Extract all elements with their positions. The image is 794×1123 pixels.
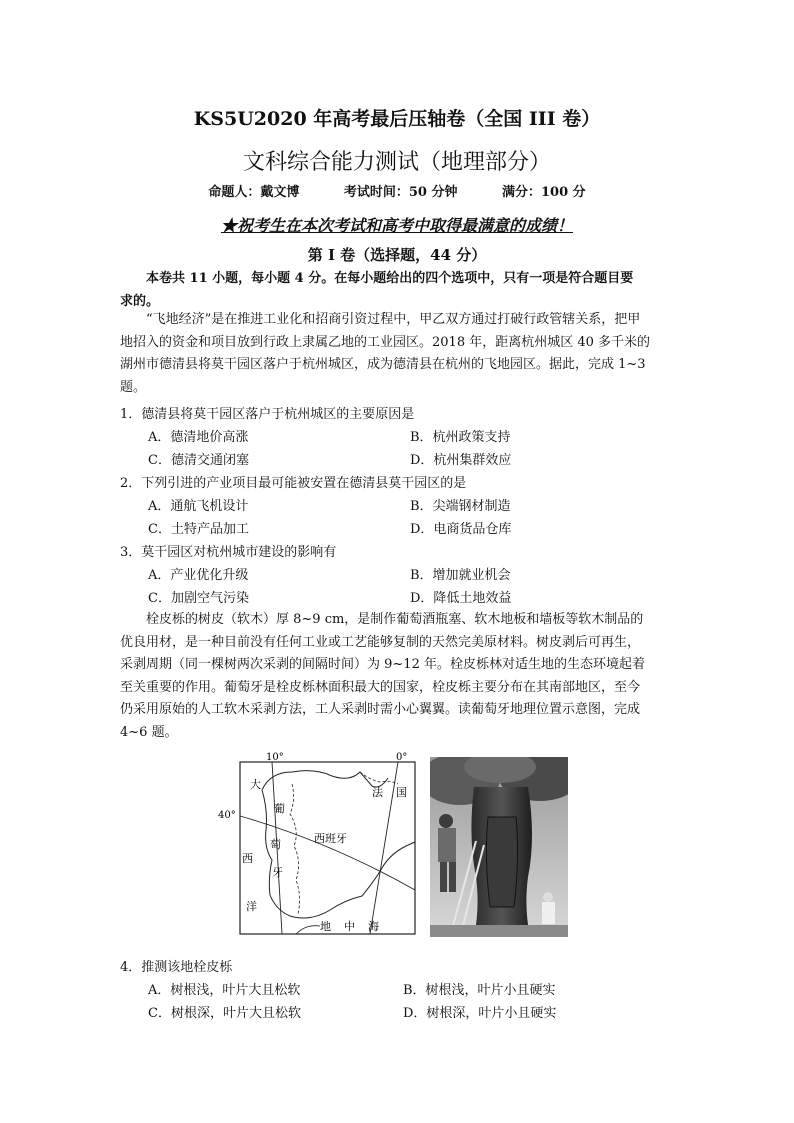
med-char-1: 地 <box>320 920 331 933</box>
q3-option-d[interactable]: D．降低土地效益 <box>410 591 512 606</box>
passage-line: 至关重要的作用。葡萄牙是栓皮栎林面积最大的国家，栓皮栎主要分布在其南部地区，至今 <box>120 679 641 695</box>
exam-subtitle: 文科综合能力测试（地理部分） <box>242 150 551 175</box>
ocean-char-1: 大 <box>250 778 261 791</box>
q2-option-b[interactable]: B．尖端钢材制造 <box>410 499 511 514</box>
q1-option-c[interactable]: C．德清交通闭塞 <box>148 453 249 468</box>
ground <box>430 925 568 937</box>
wish-line: ★祝考生在本次考试和高考中取得最满意的成绩！ <box>220 216 573 235</box>
q1-option-d[interactable]: D．杭州集群效应 <box>410 453 512 468</box>
ocean-char-2: 西 <box>242 852 253 865</box>
passage-line: 地招入的资金和项目放到行政上隶属乙地的工业园区。2018 年，距离杭州城区 40 多千米的 <box>120 334 651 350</box>
passage-line: 湖州市德清县将莫干园区落户于杭州城区，成为德清县在杭州的飞地园区。据此，完成 1~3 <box>120 357 646 372</box>
france-char-2: 国 <box>396 786 407 799</box>
instructions-line: 本卷共 11 小题，每小题 4 分。在每小题给出的四个选项中，只有一项是符合题目要 <box>146 271 634 286</box>
worker-leg <box>449 862 456 892</box>
passage-line: 4~6 题。 <box>120 724 178 740</box>
portugal-char-1: 葡 <box>274 802 285 815</box>
score-label: 满分：100 分 <box>502 185 586 200</box>
portugal-char-3: 牙 <box>272 866 283 879</box>
q1-option-b[interactable]: B．杭州政策支持 <box>410 430 511 445</box>
worker-leg <box>440 862 447 892</box>
q3-option-c[interactable]: C．加剧空气污染 <box>148 591 249 606</box>
worker2-body <box>542 902 555 924</box>
ocean-char-3: 洋 <box>246 900 257 913</box>
q2-option-d[interactable]: D．电商货品仓库 <box>410 522 512 537</box>
portugal-location-map <box>210 750 425 940</box>
worker-body <box>438 828 456 862</box>
med-char-2: 中 <box>344 920 355 933</box>
instructions <box>120 268 676 313</box>
passage-1 <box>120 309 676 399</box>
passage-line: 仍采用原始的人工软木采剥方法，工人采剥时需小心翼翼。读葡萄牙地理位置示意图，完成 <box>120 702 641 717</box>
exam-title: KS5U2020 年高考最后压轴卷（全国 III 卷） <box>193 108 601 130</box>
q3-option-a[interactable]: A．产业优化升级 <box>148 568 249 583</box>
time-label: 考试时间：50 分钟 <box>343 185 458 200</box>
question-1-stem: 1．德清县将莫干园区落户于杭州城区的主要原因是 <box>120 407 415 422</box>
passage-line: 题。 <box>120 379 147 395</box>
passage-2 <box>120 609 676 744</box>
passage-line: “飞地经济”是在推进工业化和招商引资过程中，甲乙双方通过打破行政管辖关系，把甲 <box>146 312 641 327</box>
section-title: 第 I 卷（选择题，44 分） <box>307 246 487 264</box>
author-label: 命题人：戴文博 <box>208 185 300 200</box>
lon-10-label: 10° <box>266 752 284 763</box>
q4-option-c[interactable]: C．树根深，叶片大且松软 <box>148 1006 301 1021</box>
passage-line: 栓皮栎的树皮（软木）厚 8~9 cm，是制作葡萄酒瓶塞、软木地板和墙板等软木制品的 <box>146 612 644 627</box>
instructions-line: 求的。 <box>120 293 160 309</box>
med-char-3: 海 <box>368 920 379 933</box>
lat-40-label: 40° <box>218 810 236 821</box>
stripped-bark <box>486 817 517 907</box>
map-frame <box>240 762 415 934</box>
q2-option-c[interactable]: C．土特产品加工 <box>148 522 249 537</box>
question-3-stem: 3．莫干园区对杭州城市建设的影响有 <box>120 545 337 560</box>
q2-option-a[interactable]: A．通航飞机设计 <box>148 499 249 514</box>
worker2-head <box>543 892 553 902</box>
exam-meta <box>0 181 794 200</box>
lon-0-label: 0° <box>396 752 408 763</box>
worker-head <box>439 814 453 828</box>
q4-option-a[interactable]: A．树根浅，叶片大且松软 <box>148 983 301 998</box>
question-2-stem: 2．下列引进的产业项目最可能被安置在德清县莫干园区的是 <box>120 476 467 491</box>
portugal-char-2: 萄 <box>270 838 281 851</box>
q3-option-b[interactable]: B．增加就业机会 <box>410 568 511 583</box>
q4-option-b[interactable]: B．树根浅，叶片小且硬实 <box>403 983 556 998</box>
q1-option-a[interactable]: A．德清地价高涨 <box>148 430 249 445</box>
spain-label: 西班牙 <box>314 832 347 845</box>
cork-harvest-photo <box>430 757 568 937</box>
france-char-1: 法 <box>372 786 383 799</box>
passage-line: 优良用材，是一种目前没有任何工业或工艺能够复制的天然完美原材料。树皮剥后可再生， <box>120 634 641 650</box>
passage-line: 采剥周期（同一棵树两次采剥的间隔时间）为 9~12 年。栓皮栎林对适生地的生态环境起着 <box>120 657 645 672</box>
question-4-stem: 4．推测该地栓皮栎 <box>120 960 233 975</box>
q4-option-d[interactable]: D．树根深，叶片小且硬实 <box>403 1006 557 1021</box>
